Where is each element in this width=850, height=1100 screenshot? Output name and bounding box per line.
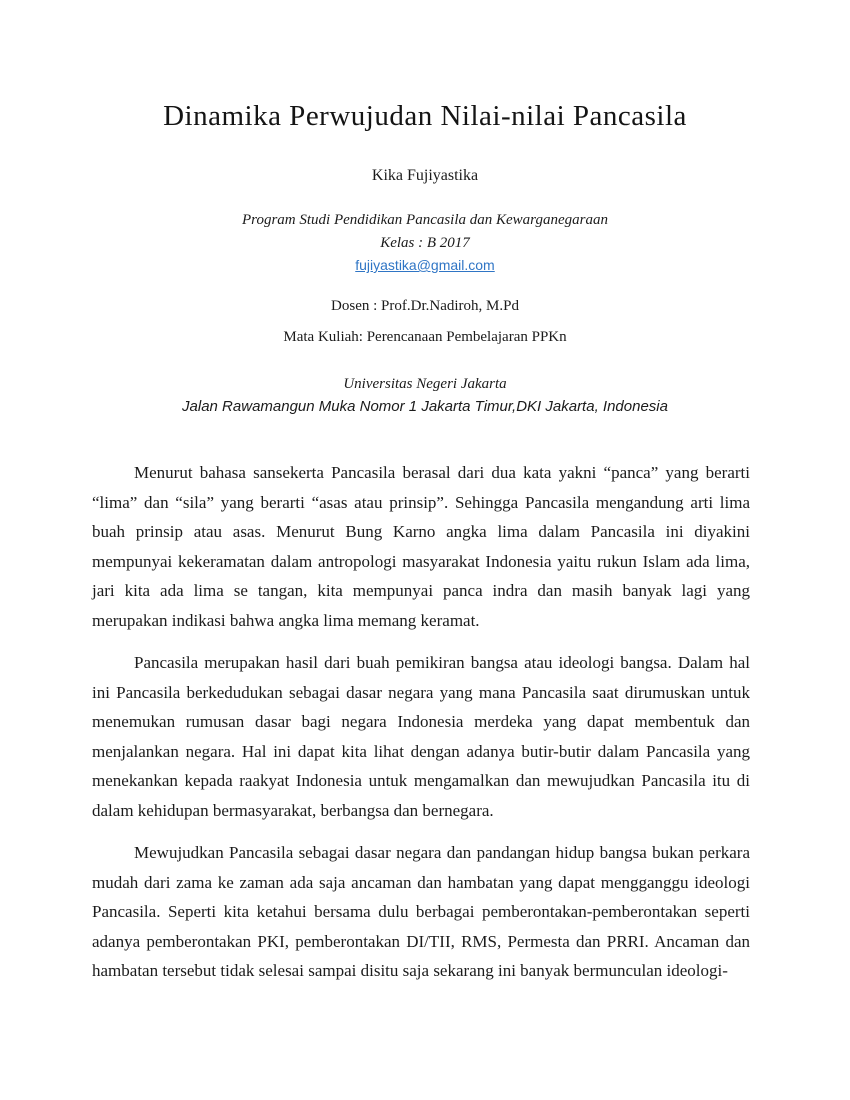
course-line: Mata Kuliah: Perencanaan Pembelajaran PPKn <box>283 329 567 345</box>
lecturer-line: Dosen : Prof.Dr.Nadiroh, M.Pd <box>331 298 519 314</box>
paper-header <box>0 0 850 417</box>
body-paragraph-1: Menurut bahasa sansekerta Pancasila berasal dari dua kata yakni “panca” yang berarti “lima” dan “sila” yang berarti “asas atau prinsip”. Sehingga Pancasila mengandung arti lima buah prinsip atau asas. Menurut Bung Karno angka lima dalam Pancasila ini diyakini mempunyai kekeramatan dalam antropologi masyarakat Indonesia yaitu rukun Islam ada lima, jari kita ada lima se tangan, kita mempunyai panca indra dan masih banyak lagi yang merupakan indikasi bahwa angka lima memang keramat. <box>92 463 750 630</box>
author-email-link[interactable]: fujiyastika@gmail.com <box>355 257 495 273</box>
page-title: Dinamika Perwujudan Nilai-nilai Pancasila <box>163 100 687 132</box>
email-line <box>0 255 850 276</box>
body-paragraph-2: Pancasila merupakan hasil dari buah pemikiran bangsa atau ideologi bangsa. Dalam hal ini Pancasila berkedudukan sebagai dasar negara yang mana Pancasila saat dirumuskan untuk menemukan rumusan dasar bagi negara Indonesia merdeka yang dapat membentuk dan menjalankan negara. Hal ini dapat kita lihat dengan adanya butir-butir dalam Pancasila yang menekankan kepada raakyat Indonesia untuk mengamalkan dan mewujudkan Pancasila itu di dalam kehidupan bermasyarakat, berbangsa dan bernegara. <box>92 653 750 820</box>
author-name: Kika Fujiyastika <box>371 167 479 184</box>
paper-body <box>92 458 750 986</box>
study-program: Program Studi Pendidikan Pancasila dan Kewarganegaraan <box>242 212 608 228</box>
class-label: Kelas : B 2017 <box>380 235 470 251</box>
body-paragraph-3: Mewujudkan Pancasila sebagai dasar negara dan pandangan hidup bangsa bukan perkara mudah dari zama ke zaman ada saja ancaman dan hambatan yang dapat mengganggu ideologi Pancasila. Seperti kita ketahui bersama dulu berbagai pemberontakan-pemberontakan seperti adanya pemberontakan PKI, pemberontakan DI/TII, RMS, Permesta dan PRRI. Ancaman dan hambatan tersebut tidak selesai sampai disitu saja sekarang ini banyak bermunculan ideologi- <box>92 843 750 980</box>
university-address: Jalan Rawamangun Muka Nomor 1 Jakarta Timur,DKI Jakarta, Indonesia <box>182 398 668 415</box>
university-name: Universitas Negeri Jakarta <box>343 376 507 392</box>
